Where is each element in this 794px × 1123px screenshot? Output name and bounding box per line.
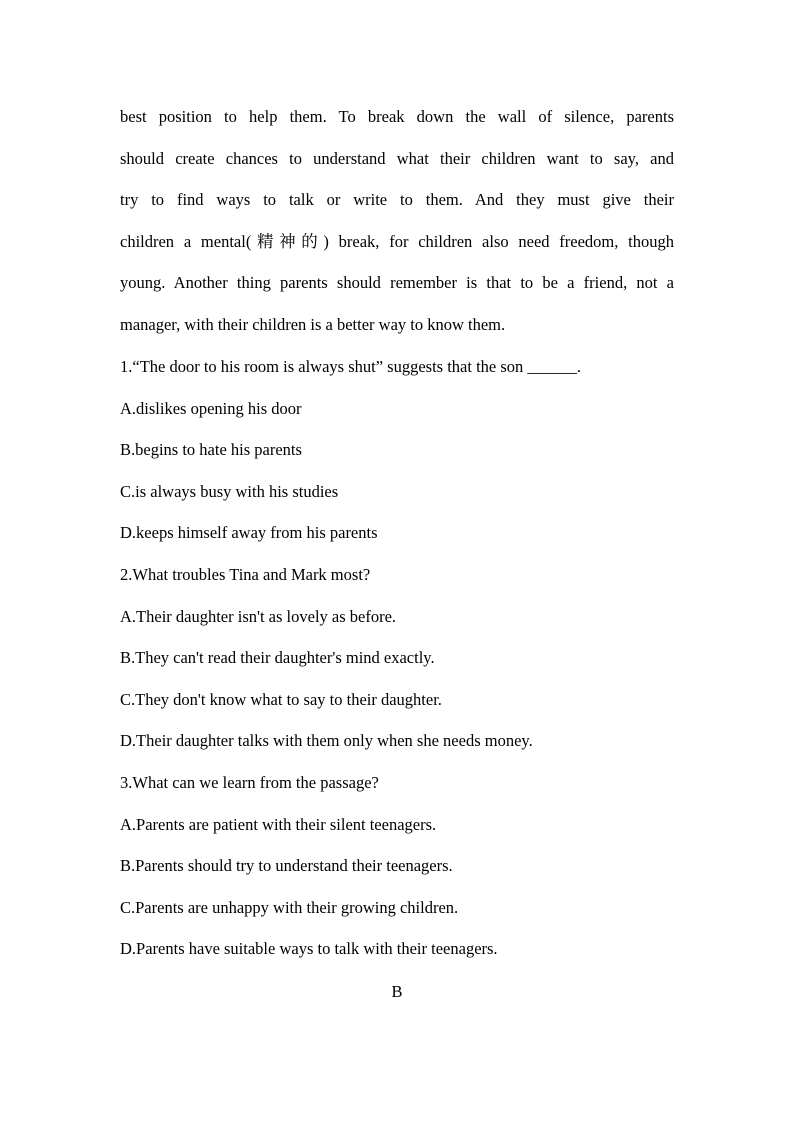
passage-line: manager, with their children is a better way to know them.	[120, 314, 506, 334]
answer-option: D.Their daughter talks with them only when she needs money.	[120, 731, 533, 751]
answer-option: B.They can't read their daughter's mind exactly.	[120, 648, 435, 668]
answer-option: B.Parents should try to understand their teenagers.	[120, 856, 453, 876]
passage-line: best position to help them. To break down the wall of silence, parents	[120, 107, 674, 126]
question-list	[120, 346, 680, 970]
answer-option: A.dislikes opening his door	[120, 398, 302, 418]
question-stem: 1.“The door to his room is always shut” suggests that the son ______.	[120, 357, 582, 376]
passage-line: should create chances to understand what their children want to say, and	[120, 148, 674, 168]
answer-option: D.Parents have suitable ways to talk with their teenagers.	[120, 939, 498, 959]
answer-option: A.Their daughter isn't as lovely as before.	[120, 606, 397, 626]
passage-line: young. Another thing parents should remember is that to be a friend, not a	[120, 273, 674, 293]
section-label: B	[391, 982, 403, 1001]
answer-option: C.is always busy with his studies	[120, 481, 339, 501]
passage-paragraph	[120, 96, 674, 346]
answer-option: B.begins to hate his parents	[120, 440, 302, 460]
answer-option: D.keeps himself away from his parents	[120, 523, 378, 543]
passage-line: try to find ways to talk or write to them. And they must give their	[120, 190, 674, 210]
answer-option: A.Parents are patient with their silent teenagers.	[120, 814, 437, 834]
question-stem: 3.What can we learn from the passage?	[120, 772, 379, 792]
answer-option: C.They don't know what to say to their daughter.	[120, 689, 442, 709]
answer-option: C.Parents are unhappy with their growing children.	[120, 897, 459, 917]
passage-line: children a mental(精神的) break, for children also need freedom, though	[120, 231, 674, 251]
question-stem: 2.What troubles Tina and Mark most?	[120, 564, 371, 584]
